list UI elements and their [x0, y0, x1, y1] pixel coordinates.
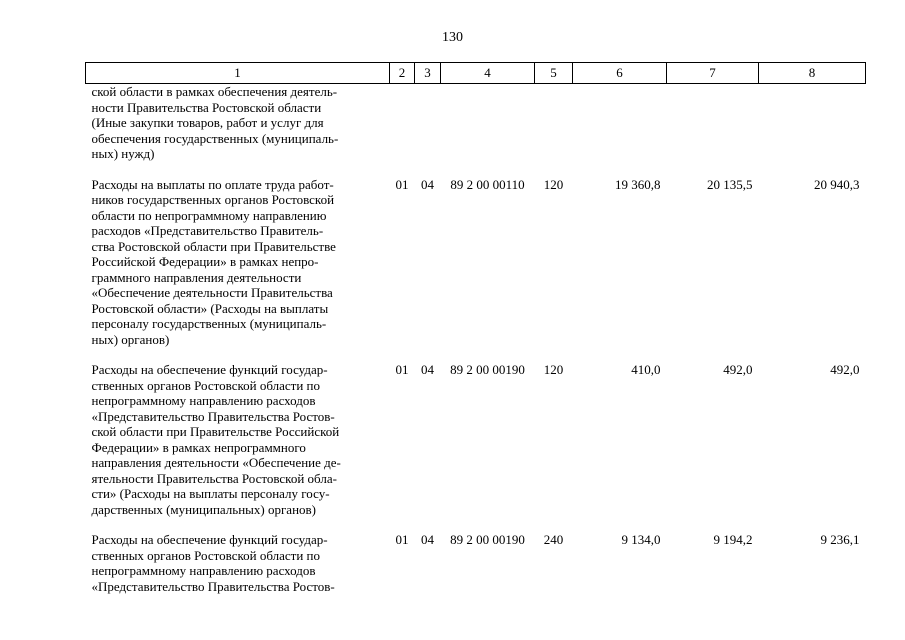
description-line: Федерации» в рамках непрограммного — [91, 439, 306, 455]
header-row — [86, 63, 866, 84]
row-value-col7 — [667, 84, 759, 176]
row-subsection-code: 04 — [421, 176, 434, 192]
header-col-2: 2 — [390, 63, 415, 84]
row-expense-type — [535, 84, 573, 176]
row-value-col7: 9 194,2 — [713, 532, 753, 547]
row-value-col6: 9 134,0 — [621, 532, 661, 547]
row-value-col8: 20 940,3 — [814, 176, 860, 192]
row-description — [86, 84, 390, 176]
description-line: ственных органов Ростовской области по — [91, 377, 320, 393]
row-value-col8: 492,0 — [830, 362, 860, 377]
row-value-col8 — [759, 84, 866, 176]
header-col-8: 8 — [759, 63, 866, 84]
row-description — [86, 176, 390, 362]
description-line: ных) органов) — [91, 331, 170, 347]
table-row — [86, 176, 866, 362]
row-subsection-code: 04 — [421, 532, 434, 547]
description-line: Расходы на обеспечение функций государ- — [91, 362, 328, 377]
description-line: направления деятельности «Обеспечение де- — [91, 455, 341, 470]
row-value-col6 — [573, 84, 667, 176]
description-line: непрограммному направлению расходов — [91, 393, 316, 408]
description-line: Ростовской области» (Расходы на выплаты — [91, 300, 329, 316]
description-line: ской области в рамках обеспечения деятель- — [91, 84, 338, 99]
row-target-article: 89 2 00 00190 — [450, 532, 525, 547]
header-col-3: 3 — [415, 63, 441, 84]
row-value-col6: 19 360,8 — [615, 176, 661, 192]
description-line: области по непрограммному направлению — [91, 207, 327, 223]
description-line: непрограммному направлению расходов — [91, 563, 316, 578]
row-section-code: 01 — [395, 362, 409, 377]
row-expense-type: 240 — [543, 532, 564, 547]
description-line: ников государственных органов Ростовской — [91, 192, 335, 207]
table-row — [86, 531, 866, 594]
description-line: Расходы на выплаты по оплате труда работ- — [91, 176, 334, 192]
description-line: ственных органов Ростовской области по — [91, 547, 320, 563]
row-expense-type: 120 — [543, 176, 564, 192]
budget-table — [85, 62, 866, 594]
page-number: 130 — [442, 30, 463, 45]
description-line: (Иные закупки товаров, работ и услуг для — [91, 115, 324, 130]
row-subsection-code: 04 — [421, 362, 434, 377]
description-line: сти» (Расходы на выплаты персоналу госу- — [91, 486, 330, 501]
row-section-code — [390, 84, 415, 176]
row-value-col7: 492,0 — [723, 362, 753, 377]
description-line: дарственных (муниципальных) органов) — [91, 501, 317, 517]
description-line: ности Правительства Ростовской области — [91, 99, 322, 115]
description-line: персоналу государственных (муниципаль- — [91, 316, 327, 331]
description-line: ных) нужд) — [91, 146, 155, 161]
row-value-col7: 20 135,5 — [707, 176, 753, 192]
description-line: расходов «Представительство Правитель- — [91, 223, 324, 238]
table-row — [86, 361, 866, 531]
row-target-article: 89 2 00 00110 — [450, 176, 525, 192]
description-line: обеспечения государственных (муниципаль- — [91, 130, 339, 146]
row-value-col8: 9 236,1 — [820, 532, 860, 547]
header-col-1: 1 — [86, 63, 390, 84]
row-subsection-code — [415, 84, 441, 176]
description-line: граммного направления деятельности — [91, 269, 302, 285]
description-line: ятельности Правительства Ростовской обла- — [91, 470, 337, 486]
description-line: Российской Федерации» в рамках непро- — [91, 254, 319, 269]
header-col-7: 7 — [667, 63, 759, 84]
description-line: ства Ростовской области при Правительстве — [91, 238, 336, 254]
header-col-4: 4 — [441, 63, 535, 84]
row-target-article: 89 2 00 00190 — [450, 362, 525, 377]
row-description — [86, 361, 390, 531]
row-section-code: 01 — [395, 176, 409, 192]
row-target-article — [441, 84, 535, 176]
header-col-5: 5 — [535, 63, 573, 84]
description-line: Расходы на обеспечение функций государ- — [91, 532, 328, 547]
description-line: «Представительство Правительства Ростов- — [91, 408, 335, 424]
header-col-6: 6 — [573, 63, 667, 84]
row-section-code: 01 — [395, 532, 409, 547]
row-description — [86, 531, 390, 594]
row-value-col6: 410,0 — [631, 362, 661, 377]
description-line: «Обеспечение деятельности Правительства — [91, 285, 333, 300]
table-row — [86, 84, 866, 176]
description-line: «Представительство Правительства Ростов- — [91, 578, 335, 594]
description-line: ской области при Правительстве Российской — [91, 424, 340, 439]
row-expense-type: 120 — [543, 362, 564, 377]
